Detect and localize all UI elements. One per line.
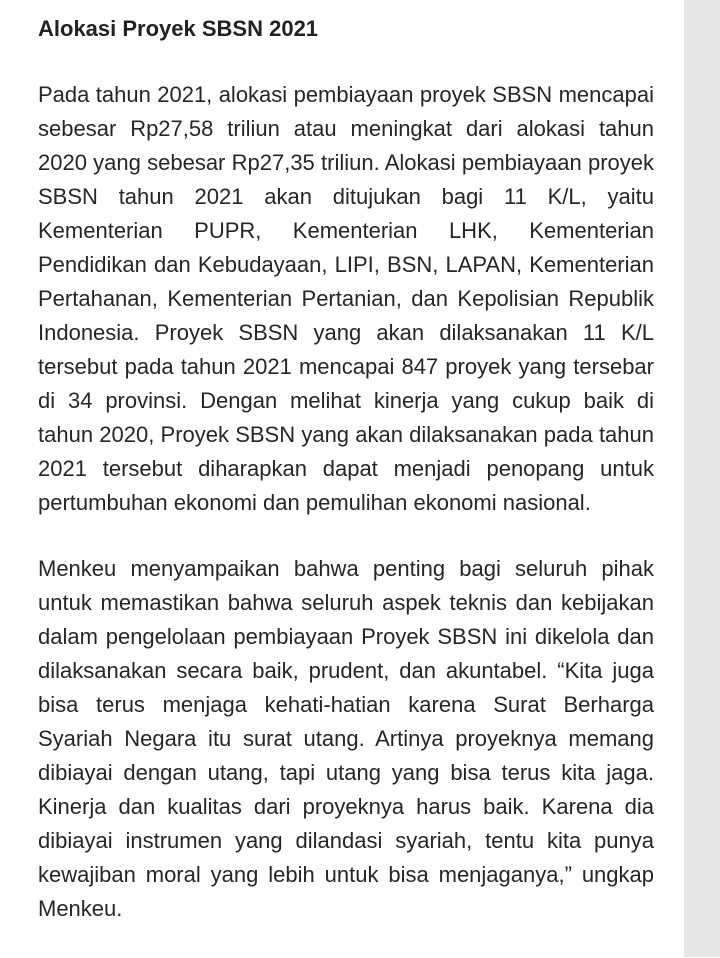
article-title: Alokasi Proyek SBSN 2021 xyxy=(38,16,319,41)
article-paragraph: Menkeu menyampaikan bahwa penting bagi seluruh pihak untuk memastikan bahwa seluruh aspek teknis dan kebijakan dalam pengelolaan pembiayaan Proyek SBSN ini dikelola dan dilaksanakan secara baik, prudent, dan akuntabel. “Kita juga bisa terus menjaga kehati-hatian karena Surat Berharga Syariah Negara itu surat utang. Artinya proyeknya memang dibiayai dengan utang, tapi utang yang bisa terus kita jaga. Kinerja dan kualitas dari proyeknya harus baik. Karena dia dibiayai instrumen yang dilandasi syariah, tentu kita punya kewajiban moral yang lebih untuk bisa menjaganya,” ungkap Menkeu. xyxy=(38,556,654,921)
scrollbar-track[interactable] xyxy=(684,0,720,957)
article xyxy=(38,14,654,958)
article-paragraph: Pada tahun 2021, alokasi pembiayaan proyek SBSN mencapai sebesar Rp27,58 triliun atau meningkat dari alokasi tahun 2020 yang sebesar Rp27,35 triliun. Alokasi pembiayaan proyek SBSN tahun 2021 akan ditujukan bagi 11 K/L, yaitu Kementerian PUPR, Kementerian LHK, Kementerian Pendidikan dan Kebudayaan, LIPI, BSN, LAPAN, Kementerian Pertahanan, Kementerian Pertanian, dan Kepolisian Republik Indonesia. Proyek SBSN yang akan dilaksanakan 11 K/L tersebut pada tahun 2021 mencapai 847 proyek yang tersebar di 34 provinsi. Dengan melihat kinerja yang cukup baik di tahun 2020, Proyek SBSN yang akan dilaksanakan pada tahun 2021 tersebut diharapkan dapat menjadi penopang untuk pertumbuhan ekonomi dan pemulihan ekonomi nasional. xyxy=(38,82,654,515)
